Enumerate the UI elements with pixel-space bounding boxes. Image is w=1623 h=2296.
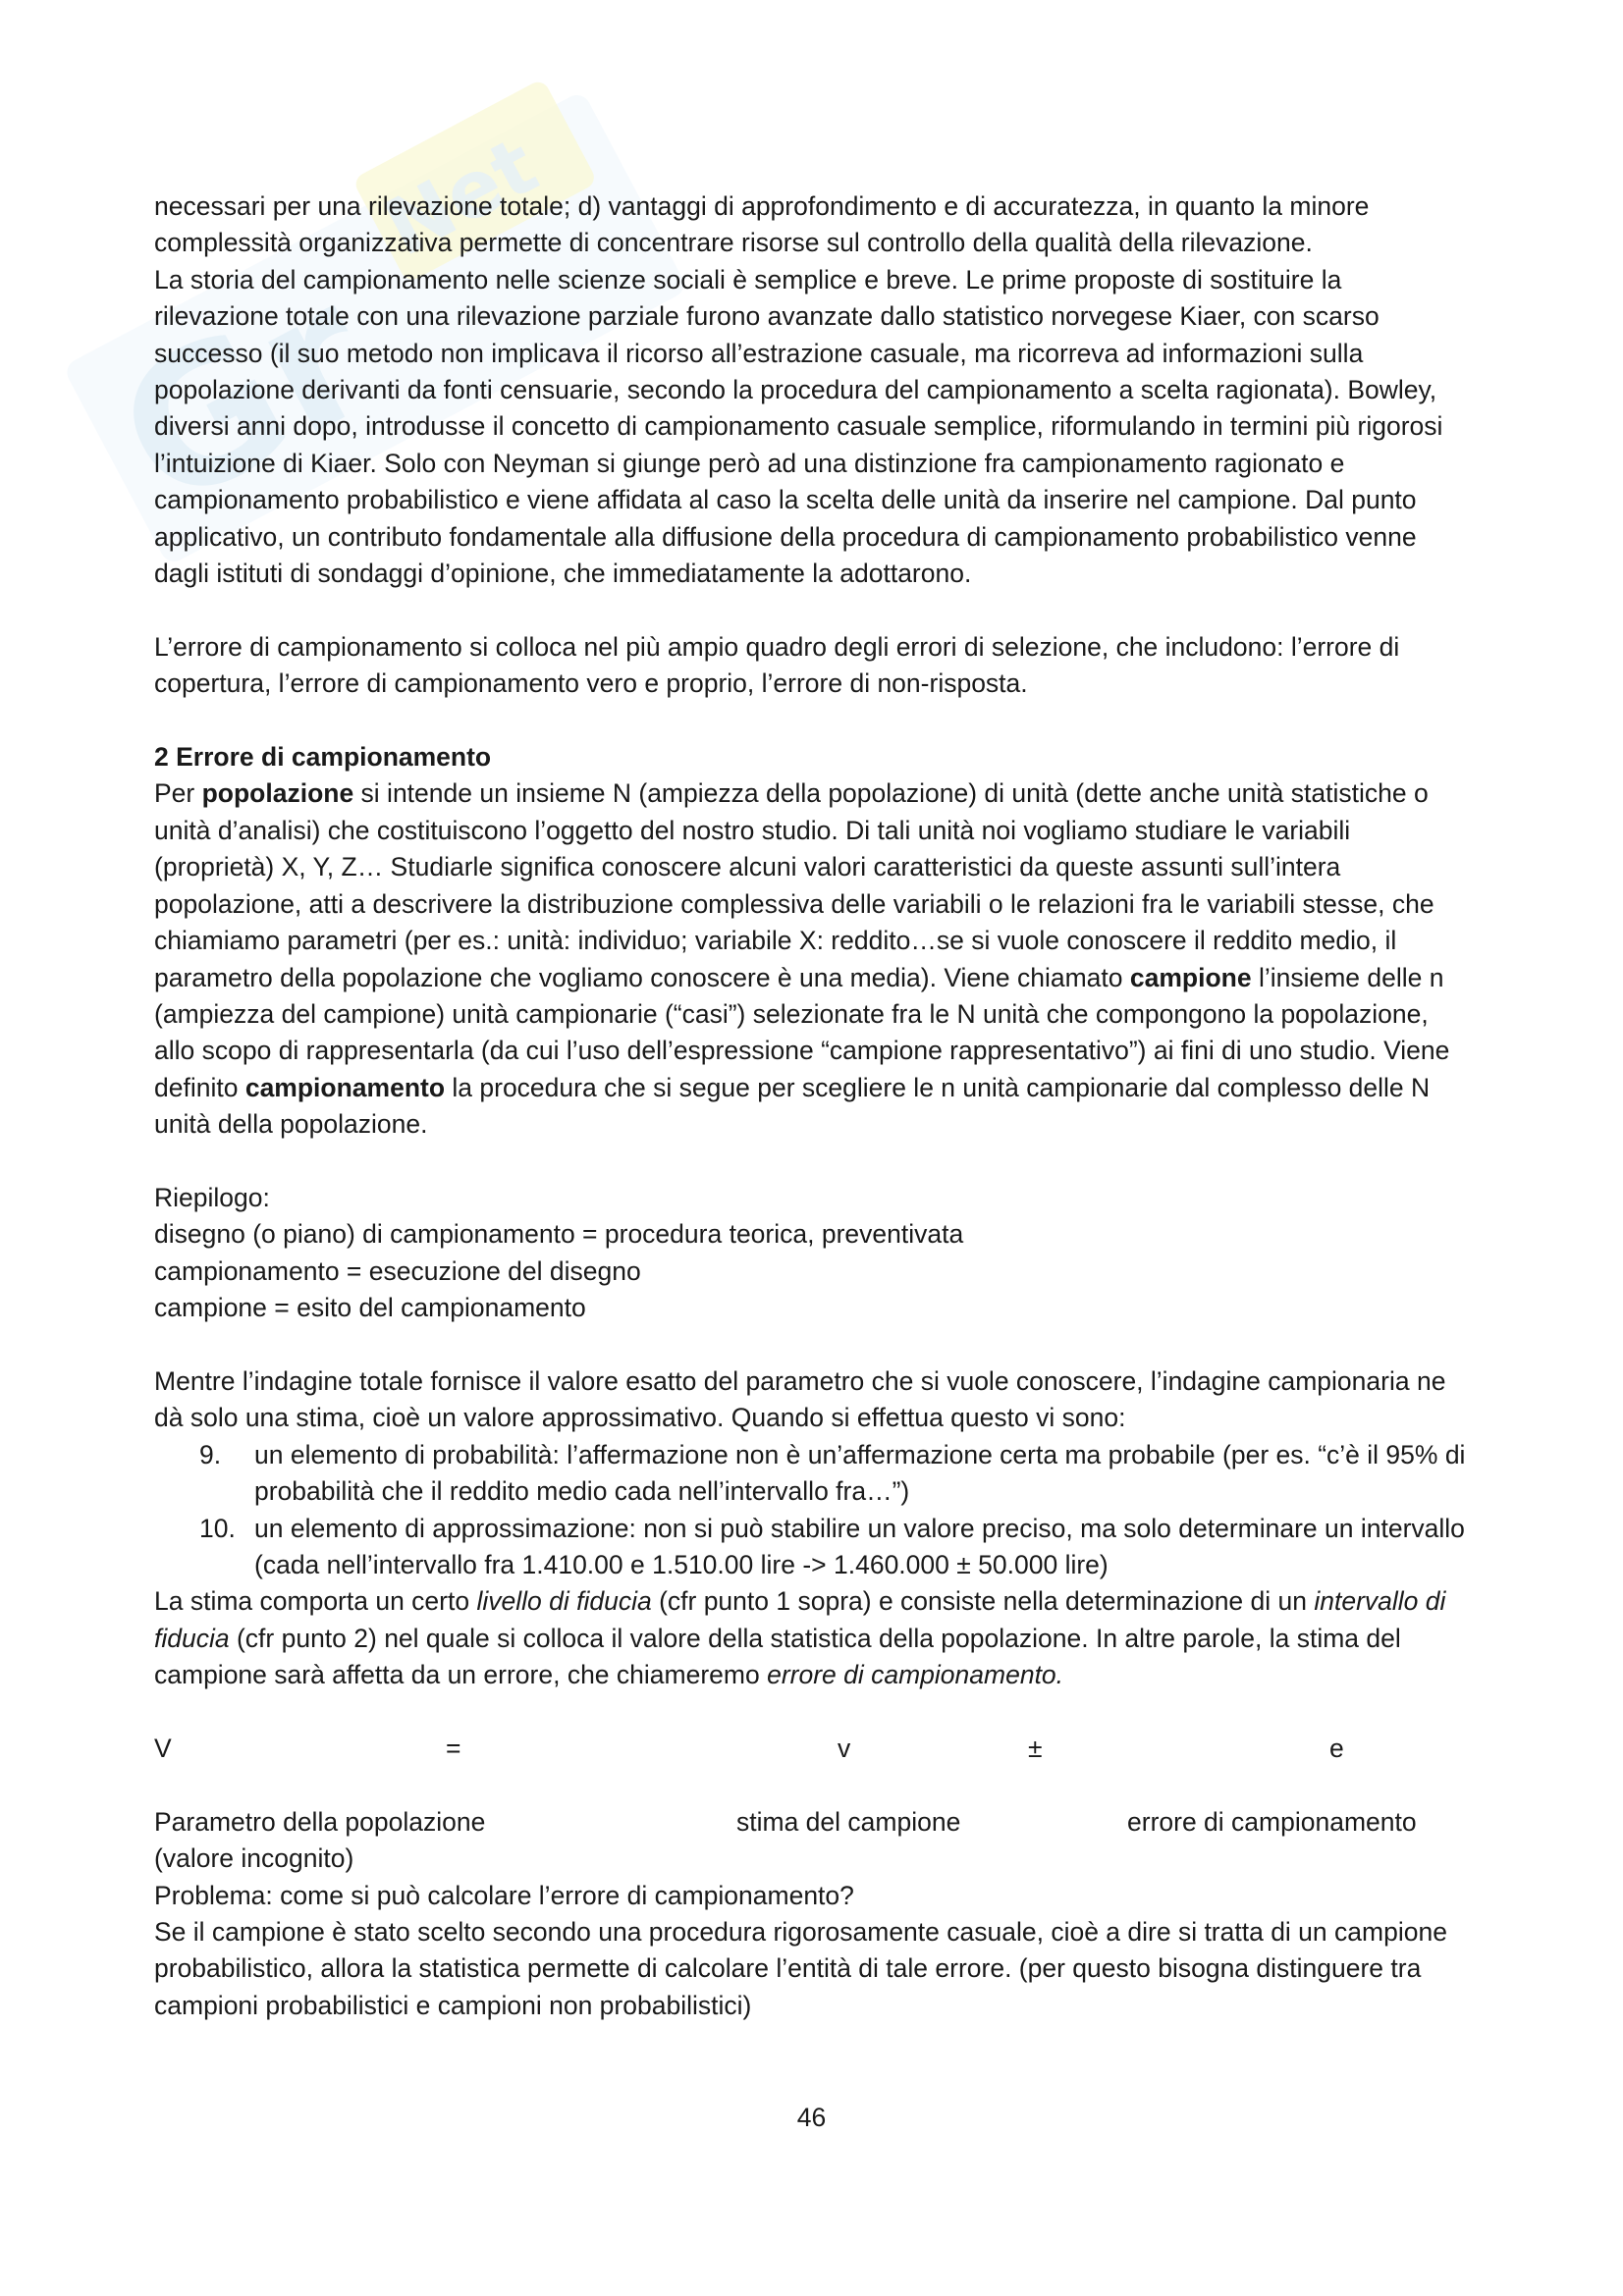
summary-line: campionamento = esecuzione del disegno [154, 1255, 641, 1286]
summary-line: campione = esito del campionamento [154, 1293, 586, 1323]
formula-row: V = v ± e [154, 1733, 1344, 1763]
paragraph-line: complessità organizzativa permette di concentrare risorse sul controllo della qualità della rilevazione. [154, 228, 1313, 258]
page-body [154, 188, 1470, 2024]
svg-text:Gr: Gr [85, 243, 405, 551]
paragraph-definitions: Per popolazione si intende un insieme N (ampiezza della popolazione) di unità (dette anche unità statistiche o unità d’analisi) che costituiscono l’oggetto del nostro studio. Di tali unità noi vogliamo studiare le variabili (proprietà) X, Y, Z… Studiarle significa conoscere alcuni valori caratteristici da queste assunti sull’intera popolazione, atti a descrivere la distribuzione complessiva delle variabili o le relazioni fra le variabili stesse, che chiamiamo parametri (per es.: unità: individuo; variabile X: reddito…se si vuole conoscere il reddito medio, il parametro della popolazione che vogliamo conoscere è una media). Viene chiamato campione l’insieme delle n (ampiezza del campione) unità campionarie (“casi”) selezionate fra le N unità che compongono la popolazione, allo scopo di rappresentarla (da cui l’uso dell’espressione “campione rappresentativo”) ai fini di uno studio. Viene definito campionamento la procedura che si segue per scegliere le n unità campionarie dal complesso delle N unità della popolazione. [154, 778, 1450, 1140]
section-heading: 2 Errore di campionamento [154, 742, 492, 773]
problem-line: Problema: come si può calcolare l’errore di campionamento? [154, 1880, 854, 1910]
paragraph-confidence: La stima comporta un certo livello di fiducia (cfr punto 1 sopra) e consiste nella determinazione di un intervallo di fiducia (cfr punto 2) nel quale si colloca il valore della statistica della popolazione. In altre parole, la stima del campione sarà affetta da un errore, che chiameremo errore di campionamento. [154, 1586, 1446, 1690]
paragraph-selection-errors: L’errore di campionamento si colloca nel più ampio quadro degli errori di selezione, che includono: l’errore di copertura, l’errore di campionamento vero e proprio, l’errore di non-risposta. [154, 631, 1400, 699]
summary-title: Riepilogo: [154, 1182, 270, 1212]
paragraph-history: La storia del campionamento nelle scienze sociali è semplice e breve. Le prime proposte di sostituire la rilevazione totale con una rilevazione parziale furono avanzate dallo statistico norvegese Kiaer, con scarso successo (il suo metodo non implicava il ricorso all’estrazione casuale, ma ricorreva ad informazioni sulla popolazione derivanti da fonti censuarie, secondo la procedura del campionamento a scelta ragionata). Bowley, diversi anni dopo, introdusse il concetto di campionamento casuale semplice, riformulando in termini più rigorosi l’intuizione di Kiaer. Solo con Neyman si giunge però ad una distinzione fra campionamento ragionato e campionamento probabilistico e viene affidata al caso la scelta delle unità da inserire nel campione. Dal punto applicativo, un contributo fondamentale alla diffusione della procedura di campionamento probabilistico venne dagli istituti di sondaggi d’opinione, che immediatamente la adottarono. [154, 264, 1443, 589]
list-item: 10. un elemento di approssimazione: non si può stabilire un valore preciso, ma solo determinare un intervallo (cada nell’intervallo fra 1.410.00 e 1.510.00 lire -> 1.460.000 ± 50.000 lire) [199, 1513, 1465, 1579]
numbered-list [154, 1437, 1470, 1584]
legend-note: (valore incognito) [154, 1843, 354, 1874]
summary-line: disegno (o piano) di campionamento = procedura teorica, preventivata [154, 1219, 964, 1250]
paragraph-probabilistic: Se il campione è stato scelto secondo una procedura rigorosamente casuale, cioè a dire si tratta di un campione probabilistico, allora la statistica permette di calcolare l’entità di tale errore. (per questo bisogna distinguere tra campioni probabilistici e campioni non probabilistici) [154, 1916, 1447, 2020]
formula-legend: Parametro della popolazione stima del campione errore di campionamento [154, 1806, 1417, 1837]
paragraph-line: necessari per una rilevazione totale; d) vantaggi di approfondimento e di accuratezza, in quanto la minore [154, 191, 1370, 221]
paragraph-estimate: Mentre l’indagine totale fornisce il valore esatto del parametro che si vuole conoscere, l’indagine campionaria ne dà solo una stima, cioè un valore approssimativo. Quando si effettua questo vi sono: [154, 1365, 1446, 1433]
list-item: 9. un elemento di probabilità: l’affermazione non è un’affermazione certa ma probabile (per es. “c’è il 95% di probabilità che il reddito medio cada nell’intervallo fra…”) [199, 1439, 1466, 1507]
page-number: 46 [796, 2103, 827, 2132]
svg-text:Net: Net [370, 119, 552, 274]
